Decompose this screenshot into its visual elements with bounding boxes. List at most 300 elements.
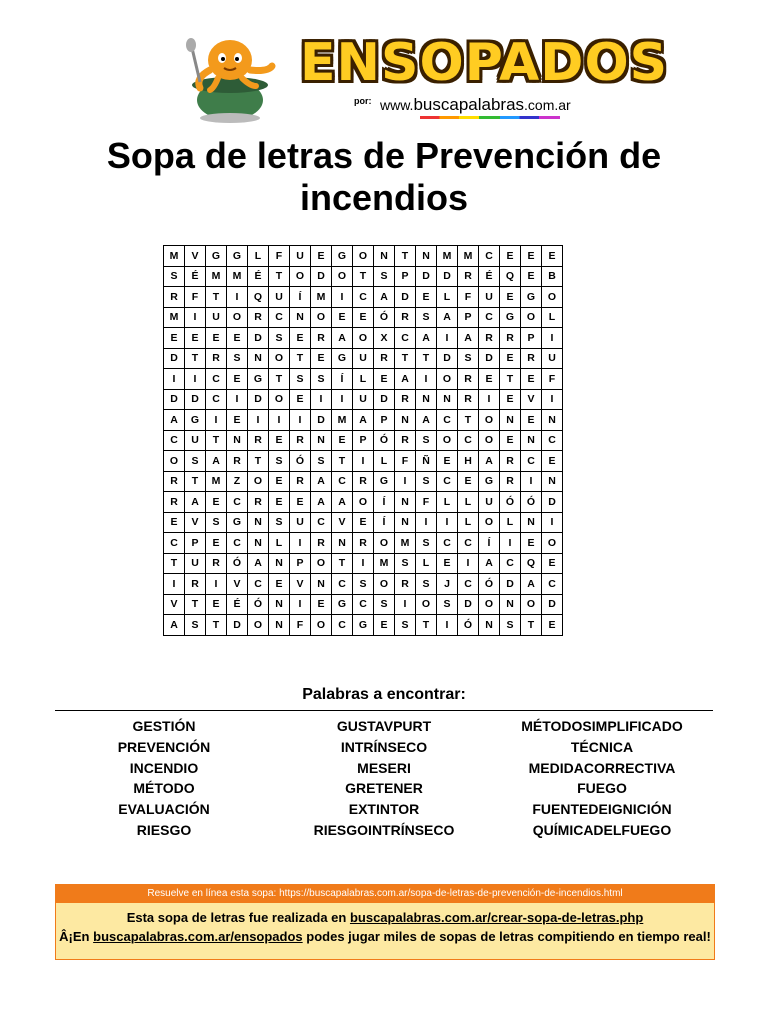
grid-cell[interactable]: R (248, 492, 269, 513)
grid-cell[interactable]: I (353, 553, 374, 574)
grid-cell[interactable]: T (206, 430, 227, 451)
grid-cell[interactable]: C (353, 594, 374, 615)
grid-cell[interactable]: A (206, 451, 227, 472)
grid-cell[interactable]: E (500, 246, 521, 267)
grid-cell[interactable]: I (164, 574, 185, 595)
grid-cell[interactable]: G (521, 287, 542, 308)
grid-cell[interactable]: T (248, 451, 269, 472)
grid-cell[interactable]: O (437, 430, 458, 451)
grid-cell[interactable]: E (416, 287, 437, 308)
grid-cell[interactable]: É (227, 594, 248, 615)
grid-cell[interactable]: T (332, 553, 353, 574)
grid-cell[interactable]: T (416, 348, 437, 369)
grid-cell[interactable]: T (290, 348, 311, 369)
grid-cell[interactable]: C (479, 246, 500, 267)
grid-cell[interactable]: M (227, 266, 248, 287)
grid-cell[interactable]: A (164, 615, 185, 636)
grid-cell[interactable]: A (416, 328, 437, 349)
grid-cell[interactable]: A (521, 574, 542, 595)
grid-cell[interactable]: E (185, 328, 206, 349)
grid-cell[interactable]: L (437, 492, 458, 513)
grid-cell[interactable]: O (374, 574, 395, 595)
grid-cell[interactable]: L (500, 512, 521, 533)
grid-cell[interactable]: C (542, 574, 563, 595)
grid-cell[interactable]: M (374, 553, 395, 574)
grid-cell[interactable]: P (353, 430, 374, 451)
grid-cell[interactable]: Ó (227, 553, 248, 574)
grid-cell[interactable]: G (185, 410, 206, 431)
grid-cell[interactable]: D (437, 266, 458, 287)
grid-cell[interactable]: P (290, 553, 311, 574)
grid-cell[interactable]: T (416, 615, 437, 636)
grid-cell[interactable]: D (437, 348, 458, 369)
grid-cell[interactable]: I (206, 574, 227, 595)
grid-cell[interactable]: I (332, 287, 353, 308)
grid-cell[interactable]: R (248, 307, 269, 328)
grid-cell[interactable]: R (206, 553, 227, 574)
grid-cell[interactable]: A (332, 328, 353, 349)
grid-cell[interactable]: S (269, 512, 290, 533)
grid-cell[interactable]: D (458, 594, 479, 615)
grid-cell[interactable]: I (311, 389, 332, 410)
grid-cell[interactable]: T (353, 266, 374, 287)
grid-cell[interactable]: I (521, 471, 542, 492)
grid-cell[interactable]: C (332, 615, 353, 636)
grid-cell[interactable]: E (332, 430, 353, 451)
grid-cell[interactable]: V (185, 512, 206, 533)
grid-cell[interactable]: M (164, 307, 185, 328)
grid-cell[interactable]: N (479, 615, 500, 636)
grid-cell[interactable]: E (206, 328, 227, 349)
grid-cell[interactable]: U (290, 246, 311, 267)
grid-cell[interactable]: R (164, 287, 185, 308)
grid-cell[interactable]: A (248, 553, 269, 574)
grid-cell[interactable]: N (395, 512, 416, 533)
grid-cell[interactable]: E (269, 471, 290, 492)
grid-cell[interactable]: I (248, 410, 269, 431)
grid-cell[interactable]: M (332, 410, 353, 431)
grid-cell[interactable]: I (185, 369, 206, 390)
grid-cell[interactable]: A (458, 328, 479, 349)
grid-cell[interactable]: N (311, 430, 332, 451)
grid-cell[interactable]: R (206, 348, 227, 369)
grid-cell[interactable]: R (395, 389, 416, 410)
grid-cell[interactable]: Ó (374, 307, 395, 328)
grid-cell[interactable]: Ó (479, 574, 500, 595)
grid-cell[interactable]: S (416, 471, 437, 492)
grid-cell[interactable]: I (542, 328, 563, 349)
grid-cell[interactable]: Ó (500, 492, 521, 513)
grid-cell[interactable]: D (164, 389, 185, 410)
grid-cell[interactable]: I (458, 553, 479, 574)
grid-cell[interactable]: M (164, 246, 185, 267)
grid-cell[interactable]: E (500, 389, 521, 410)
grid-cell[interactable]: D (311, 266, 332, 287)
grid-cell[interactable]: M (311, 287, 332, 308)
create-puzzle-link[interactable]: buscapalabras.com.ar/crear-sopa-de-letras.php (349, 910, 644, 925)
grid-cell[interactable]: I (395, 594, 416, 615)
grid-cell[interactable]: S (416, 307, 437, 328)
grid-cell[interactable]: E (227, 369, 248, 390)
grid-cell[interactable]: R (353, 471, 374, 492)
grid-cell[interactable]: I (269, 410, 290, 431)
grid-cell[interactable]: B (542, 266, 563, 287)
grid-cell[interactable]: O (416, 594, 437, 615)
grid-cell[interactable]: T (164, 553, 185, 574)
grid-cell[interactable]: T (185, 348, 206, 369)
grid-cell[interactable]: E (374, 369, 395, 390)
grid-cell[interactable]: R (227, 451, 248, 472)
grid-cell[interactable]: O (353, 328, 374, 349)
grid-cell[interactable]: S (500, 615, 521, 636)
grid-cell[interactable]: E (353, 512, 374, 533)
grid-cell[interactable]: T (395, 246, 416, 267)
grid-cell[interactable]: C (458, 430, 479, 451)
grid-cell[interactable]: A (479, 553, 500, 574)
grid-cell[interactable]: E (521, 410, 542, 431)
grid-cell[interactable]: E (290, 389, 311, 410)
grid-cell[interactable]: S (395, 615, 416, 636)
grid-cell[interactable]: Í (332, 369, 353, 390)
grid-cell[interactable]: L (416, 553, 437, 574)
grid-cell[interactable]: D (374, 389, 395, 410)
grid-cell[interactable]: G (332, 246, 353, 267)
grid-cell[interactable]: O (248, 471, 269, 492)
grid-cell[interactable]: O (248, 615, 269, 636)
grid-cell[interactable]: E (227, 410, 248, 431)
grid-cell[interactable]: Q (500, 266, 521, 287)
grid-cell[interactable]: L (248, 246, 269, 267)
grid-cell[interactable]: V (332, 512, 353, 533)
grid-cell[interactable]: C (164, 430, 185, 451)
grid-cell[interactable]: Ó (248, 594, 269, 615)
grid-cell[interactable]: D (542, 492, 563, 513)
grid-cell[interactable]: R (500, 451, 521, 472)
grid-cell[interactable]: C (206, 369, 227, 390)
grid-cell[interactable]: N (248, 512, 269, 533)
grid-cell[interactable]: A (311, 492, 332, 513)
grid-cell[interactable]: Q (521, 553, 542, 574)
grid-cell[interactable]: I (395, 471, 416, 492)
grid-cell[interactable]: S (164, 266, 185, 287)
grid-cell[interactable]: C (458, 574, 479, 595)
grid-cell[interactable]: G (374, 471, 395, 492)
grid-cell[interactable]: C (500, 553, 521, 574)
grid-cell[interactable]: L (437, 287, 458, 308)
grid-cell[interactable]: F (395, 451, 416, 472)
grid-cell[interactable]: Ó (374, 430, 395, 451)
grid-cell[interactable]: C (164, 533, 185, 554)
grid-cell[interactable]: M (458, 246, 479, 267)
grid-cell[interactable]: A (374, 287, 395, 308)
grid-cell[interactable]: O (353, 246, 374, 267)
grid-cell[interactable]: R (164, 471, 185, 492)
grid-cell[interactable]: C (542, 430, 563, 451)
grid-cell[interactable]: I (542, 389, 563, 410)
grid-cell[interactable]: R (500, 471, 521, 492)
grid-cell[interactable]: O (479, 430, 500, 451)
grid-cell[interactable]: T (458, 410, 479, 431)
grid-cell[interactable]: R (521, 348, 542, 369)
grid-cell[interactable]: O (479, 594, 500, 615)
grid-cell[interactable]: S (311, 369, 332, 390)
grid-cell[interactable]: D (164, 348, 185, 369)
grid-cell[interactable]: D (311, 410, 332, 431)
grid-cell[interactable]: T (395, 348, 416, 369)
grid-cell[interactable]: E (164, 328, 185, 349)
grid-cell[interactable]: M (437, 246, 458, 267)
grid-cell[interactable]: E (206, 533, 227, 554)
grid-cell[interactable]: S (311, 451, 332, 472)
grid-cell[interactable]: S (395, 553, 416, 574)
grid-cell[interactable]: R (311, 328, 332, 349)
grid-cell[interactable]: E (500, 348, 521, 369)
grid-cell[interactable]: D (500, 574, 521, 595)
grid-cell[interactable]: A (416, 410, 437, 431)
grid-cell[interactable]: I (500, 533, 521, 554)
grid-cell[interactable]: P (458, 307, 479, 328)
grid-cell[interactable]: I (416, 369, 437, 390)
grid-cell[interactable]: O (269, 348, 290, 369)
grid-cell[interactable]: L (458, 492, 479, 513)
grid-cell[interactable]: R (395, 574, 416, 595)
grid-cell[interactable]: C (227, 533, 248, 554)
grid-cell[interactable]: É (479, 266, 500, 287)
grid-cell[interactable]: N (227, 430, 248, 451)
grid-cell[interactable]: S (227, 348, 248, 369)
grid-cell[interactable]: A (395, 369, 416, 390)
grid-cell[interactable]: E (269, 430, 290, 451)
grid-cell[interactable]: O (311, 553, 332, 574)
grid-cell[interactable]: I (290, 533, 311, 554)
grid-cell[interactable]: T (269, 369, 290, 390)
grid-cell[interactable]: U (206, 307, 227, 328)
grid-cell[interactable]: I (437, 615, 458, 636)
grid-cell[interactable]: E (206, 594, 227, 615)
grid-cell[interactable]: N (269, 615, 290, 636)
grid-cell[interactable]: C (458, 533, 479, 554)
grid-cell[interactable]: N (269, 553, 290, 574)
grid-cell[interactable]: A (332, 492, 353, 513)
grid-cell[interactable]: E (521, 266, 542, 287)
grid-cell[interactable]: D (185, 389, 206, 410)
grid-cell[interactable]: E (290, 328, 311, 349)
grid-cell[interactable]: X (374, 328, 395, 349)
grid-cell[interactable]: U (269, 287, 290, 308)
grid-cell[interactable]: Ó (458, 615, 479, 636)
grid-cell[interactable]: S (185, 615, 206, 636)
grid-cell[interactable]: N (437, 389, 458, 410)
grid-cell[interactable]: C (437, 533, 458, 554)
grid-cell[interactable]: S (416, 430, 437, 451)
grid-cell[interactable]: H (458, 451, 479, 472)
grid-cell[interactable]: I (227, 287, 248, 308)
grid-cell[interactable]: N (521, 512, 542, 533)
grid-cell[interactable]: E (437, 451, 458, 472)
grid-cell[interactable]: S (458, 348, 479, 369)
grid-cell[interactable]: C (206, 389, 227, 410)
grid-cell[interactable]: U (479, 287, 500, 308)
grid-cell[interactable]: O (227, 307, 248, 328)
grid-cell[interactable]: O (311, 615, 332, 636)
grid-cell[interactable]: N (311, 574, 332, 595)
grid-cell[interactable]: I (479, 389, 500, 410)
grid-cell[interactable]: V (185, 246, 206, 267)
grid-cell[interactable]: N (521, 430, 542, 451)
grid-cell[interactable]: S (437, 594, 458, 615)
grid-cell[interactable]: L (269, 533, 290, 554)
grid-cell[interactable]: R (290, 471, 311, 492)
grid-cell[interactable]: F (542, 369, 563, 390)
grid-cell[interactable]: C (437, 410, 458, 431)
grid-cell[interactable]: C (269, 307, 290, 328)
grid-cell[interactable]: D (479, 348, 500, 369)
grid-cell[interactable]: C (311, 512, 332, 533)
grid-cell[interactable]: E (311, 246, 332, 267)
grid-cell[interactable]: F (269, 246, 290, 267)
grid-cell[interactable]: I (353, 451, 374, 472)
grid-cell[interactable]: N (290, 307, 311, 328)
grid-cell[interactable]: E (521, 533, 542, 554)
grid-cell[interactable]: I (332, 389, 353, 410)
grid-cell[interactable]: I (542, 512, 563, 533)
grid-cell[interactable]: C (395, 328, 416, 349)
grid-cell[interactable]: R (248, 430, 269, 451)
grid-cell[interactable]: U (290, 512, 311, 533)
grid-cell[interactable]: G (500, 307, 521, 328)
grid-cell[interactable]: R (395, 430, 416, 451)
grid-cell[interactable]: N (248, 533, 269, 554)
grid-cell[interactable]: Í (290, 287, 311, 308)
grid-cell[interactable]: G (227, 246, 248, 267)
grid-cell[interactable]: D (542, 594, 563, 615)
grid-cell[interactable]: V (521, 389, 542, 410)
grid-cell[interactable]: E (332, 307, 353, 328)
grid-cell[interactable]: I (416, 512, 437, 533)
grid-cell[interactable]: R (458, 389, 479, 410)
grid-cell[interactable]: E (164, 512, 185, 533)
grid-cell[interactable]: E (311, 348, 332, 369)
grid-cell[interactable]: T (185, 594, 206, 615)
grid-cell[interactable]: E (542, 615, 563, 636)
grid-cell[interactable]: E (542, 451, 563, 472)
grid-cell[interactable]: E (374, 615, 395, 636)
grid-cell[interactable]: S (290, 369, 311, 390)
grid-cell[interactable]: O (269, 389, 290, 410)
grid-cell[interactable]: F (185, 287, 206, 308)
grid-cell[interactable]: N (416, 246, 437, 267)
grid-cell[interactable]: E (542, 246, 563, 267)
grid-cell[interactable]: E (206, 492, 227, 513)
grid-cell[interactable]: T (269, 266, 290, 287)
grid-cell[interactable]: N (374, 246, 395, 267)
grid-cell[interactable]: O (542, 287, 563, 308)
grid-cell[interactable]: É (248, 266, 269, 287)
grid-cell[interactable]: N (542, 471, 563, 492)
grid-cell[interactable]: E (521, 369, 542, 390)
grid-cell[interactable]: O (521, 307, 542, 328)
grid-cell[interactable]: N (416, 389, 437, 410)
grid-cell[interactable]: I (437, 328, 458, 349)
grid-cell[interactable]: P (521, 328, 542, 349)
grid-cell[interactable]: G (227, 512, 248, 533)
grid-cell[interactable]: R (185, 574, 206, 595)
grid-cell[interactable]: E (458, 471, 479, 492)
grid-cell[interactable]: N (332, 533, 353, 554)
grid-cell[interactable]: S (185, 451, 206, 472)
grid-cell[interactable]: C (227, 492, 248, 513)
grid-cell[interactable]: E (521, 246, 542, 267)
grid-cell[interactable]: G (206, 246, 227, 267)
grid-cell[interactable]: R (374, 348, 395, 369)
grid-cell[interactable]: O (521, 594, 542, 615)
grid-cell[interactable]: R (500, 328, 521, 349)
grid-cell[interactable]: O (332, 266, 353, 287)
grid-cell[interactable]: É (185, 266, 206, 287)
grid-cell[interactable]: Ñ (416, 451, 437, 472)
grid-cell[interactable]: M (206, 266, 227, 287)
grid-cell[interactable]: U (542, 348, 563, 369)
grid-cell[interactable]: A (164, 410, 185, 431)
grid-cell[interactable]: R (164, 492, 185, 513)
grid-cell[interactable]: U (479, 492, 500, 513)
grid-cell[interactable]: E (437, 553, 458, 574)
grid-cell[interactable]: N (269, 594, 290, 615)
grid-cell[interactable]: I (290, 410, 311, 431)
grid-cell[interactable]: A (185, 492, 206, 513)
grid-cell[interactable]: G (332, 594, 353, 615)
grid-cell[interactable]: P (374, 410, 395, 431)
grid-cell[interactable]: N (395, 492, 416, 513)
grid-cell[interactable]: E (353, 307, 374, 328)
grid-cell[interactable]: G (332, 348, 353, 369)
grid-cell[interactable]: Q (248, 287, 269, 308)
grid-cell[interactable]: F (290, 615, 311, 636)
grid-cell[interactable]: S (269, 451, 290, 472)
grid-cell[interactable]: C (437, 471, 458, 492)
grid-cell[interactable]: A (311, 471, 332, 492)
grid-cell[interactable]: N (542, 410, 563, 431)
grid-cell[interactable]: O (374, 533, 395, 554)
grid-cell[interactable]: D (395, 287, 416, 308)
grid-cell[interactable]: U (353, 348, 374, 369)
grid-cell[interactable]: R (458, 266, 479, 287)
ensopados-link[interactable]: buscapalabras.com.ar/ensopados (93, 929, 303, 944)
grid-cell[interactable]: Z (227, 471, 248, 492)
grid-cell[interactable]: S (374, 266, 395, 287)
grid-cell[interactable]: A (479, 451, 500, 472)
grid-cell[interactable]: S (206, 512, 227, 533)
grid-cell[interactable]: F (458, 287, 479, 308)
grid-cell[interactable]: O (290, 266, 311, 287)
grid-cell[interactable]: D (248, 389, 269, 410)
grid-cell[interactable]: T (206, 615, 227, 636)
online-link[interactable]: Resuelve en línea esta sopa: https://buscapalabras.com.ar/sopa-de-letras-de-prevención-de-incendios.html (56, 885, 714, 903)
grid-cell[interactable]: S (416, 574, 437, 595)
grid-cell[interactable]: V (164, 594, 185, 615)
grid-cell[interactable]: L (542, 307, 563, 328)
grid-cell[interactable]: M (206, 471, 227, 492)
grid-cell[interactable]: N (395, 410, 416, 431)
grid-cell[interactable]: C (248, 574, 269, 595)
grid-cell[interactable]: C (521, 451, 542, 472)
grid-cell[interactable]: E (500, 430, 521, 451)
grid-cell[interactable]: R (290, 430, 311, 451)
grid-cell[interactable]: O (353, 492, 374, 513)
grid-cell[interactable]: I (164, 369, 185, 390)
grid-cell[interactable]: F (416, 492, 437, 513)
site-url[interactable] (380, 95, 571, 115)
